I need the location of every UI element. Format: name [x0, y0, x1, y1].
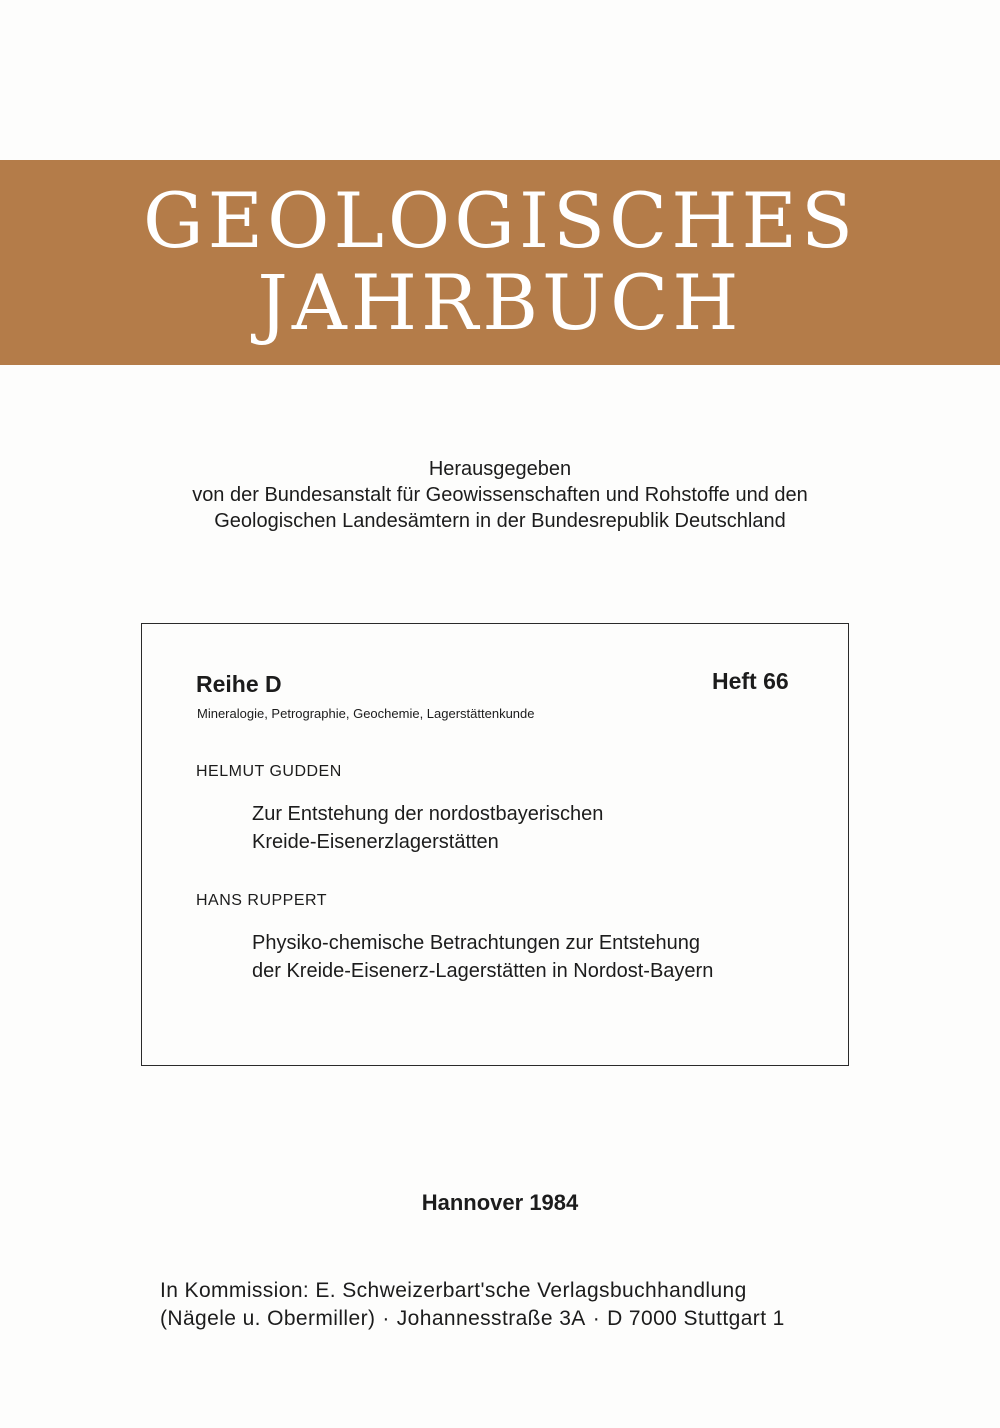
issue-label: Heft 66: [712, 668, 789, 694]
series-subject: Mineralogie, Petrographie, Geochemie, Lagerstättenkunde: [197, 706, 535, 721]
commission-city: D 7000 Stuttgart 1: [607, 1307, 785, 1330]
separator-dot: ·: [382, 1307, 390, 1330]
article-2-title-line-2: der Kreide-Eisenerz-Lagerstätten in Nordost-Bayern: [252, 960, 714, 982]
article-1-title-line-2: Kreide-Eisenerzlagerstätten: [252, 831, 499, 853]
place-year: Hannover 1984: [421, 1190, 579, 1215]
commission-street: Johannesstraße 3A: [396, 1307, 586, 1330]
journal-title-line-2: JAHRBUCH: [257, 258, 743, 347]
article-2-title-line-1: Physiko-chemische Betrachtungen zur Entstehung: [252, 932, 701, 954]
publisher-line-2: von der Bundesanstalt für Geowissenschaften und Rohstoffe und den: [192, 484, 808, 506]
publisher-line-3: Geologischen Landesämtern in der Bundesrepublik Deutschland: [214, 510, 786, 532]
series-label: Reihe D: [196, 671, 282, 697]
publisher-line-1: Herausgegeben: [428, 458, 572, 480]
article-2-author: HANS RUPPERT: [196, 892, 328, 909]
journal-title-line-1: GEOLOGISCHES: [142, 176, 858, 265]
article-1-author: HELMUT GUDDEN: [196, 763, 342, 780]
separator-dot: ·: [592, 1307, 601, 1330]
commission-line-2: [160, 1307, 785, 1331]
article-1-title-line-1: Zur Entstehung der nordostbayerischen: [252, 803, 604, 825]
commission-line-1: In Kommission: E. Schweizerbart'sche Verlagsbuchhandlung: [160, 1279, 747, 1302]
commission-publisher-names: (Nägele u. Obermiller): [160, 1307, 376, 1330]
